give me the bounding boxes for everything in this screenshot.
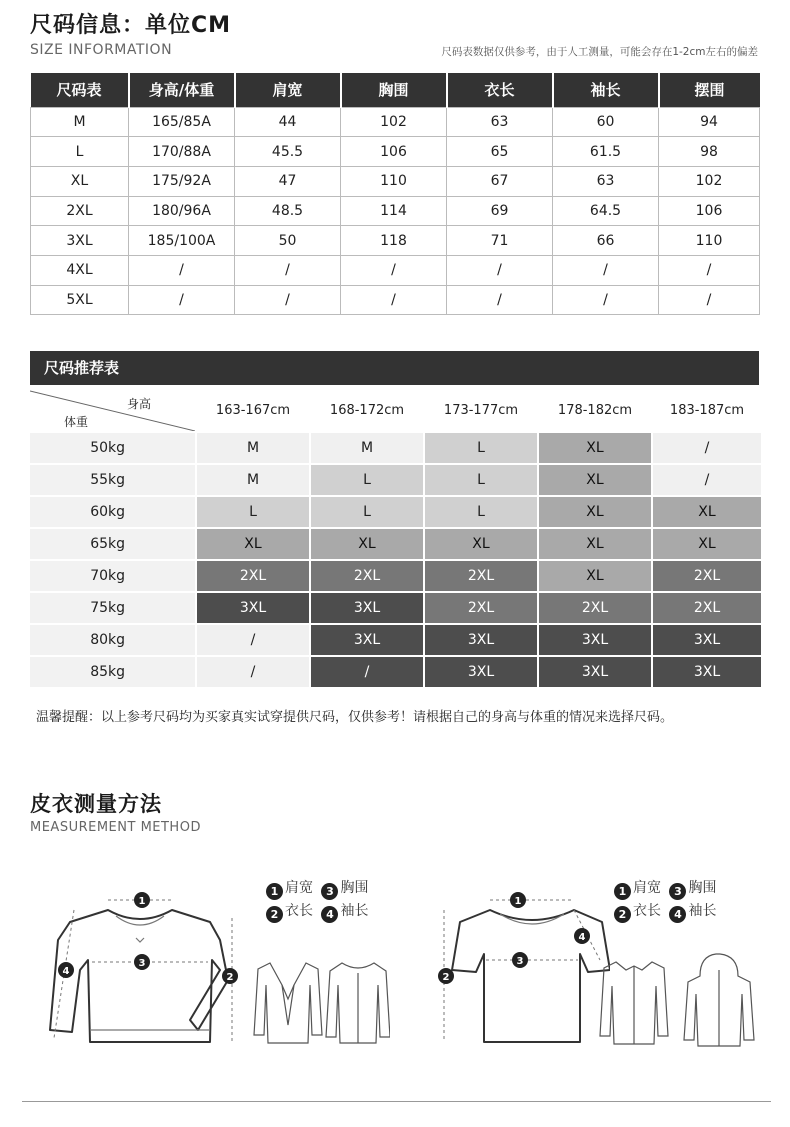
- diagram-num: 2: [226, 972, 234, 983]
- recommend-weight-label: 85kg: [30, 657, 195, 687]
- legend-num: 3: [321, 883, 338, 900]
- size-table-cell: /: [129, 255, 235, 285]
- size-table-cell: 175/92A: [129, 166, 235, 196]
- legend-num: 3: [669, 883, 686, 900]
- legend-label: 袖长: [340, 903, 369, 919]
- size-table-cell: 60: [553, 107, 659, 137]
- size-table-cell: 63: [553, 166, 659, 196]
- recommend-size-cell: 3XL: [653, 657, 761, 687]
- recommend-size-cell: /: [197, 625, 309, 655]
- size-table-header-cell: 尺码表: [31, 73, 129, 107]
- recommend-row: [30, 625, 761, 655]
- size-table-cell: 48.5: [235, 196, 341, 226]
- recommend-size-cell: 3XL: [539, 625, 651, 655]
- size-table-cell: 65: [447, 137, 553, 167]
- recommend-row: [30, 657, 761, 687]
- size-table-cell: 118: [341, 226, 447, 256]
- recommend-height-header: 168-172cm: [311, 389, 423, 431]
- size-table-cell: 110: [659, 226, 760, 256]
- diagram-num: 4: [578, 932, 586, 943]
- size-table-cell: /: [447, 285, 553, 315]
- size-table-cell: 180/96A: [129, 196, 235, 226]
- corner-diagonal: [30, 389, 195, 431]
- reminder-tip: 温馨提醒：以上参考尺码均为买家真实试穿提供尺码，仅供参考！请根据自己的身高与体重的情况来选择尺码。: [36, 710, 674, 725]
- diagram-num: 1: [138, 896, 146, 907]
- size-table-header-cell: 衣长: [447, 73, 553, 107]
- diagram-num: 1: [514, 896, 522, 907]
- size-table-row: [31, 226, 760, 256]
- legend-right: [614, 877, 716, 923]
- recommend-size-cell: L: [425, 433, 537, 463]
- legend-num: 1: [266, 883, 283, 900]
- recommend-size-cell: 3XL: [311, 593, 423, 623]
- recommend-size-cell: XL: [539, 561, 651, 591]
- size-table-header-cell: 肩宽: [235, 73, 341, 107]
- recommend-row: [30, 433, 761, 463]
- recommend-size-cell: 2XL: [653, 561, 761, 591]
- diagram-num: 4: [62, 966, 70, 977]
- size-table-cell: /: [447, 255, 553, 285]
- recommend-weight-label: 50kg: [30, 433, 195, 463]
- size-table-cell: 110: [341, 166, 447, 196]
- recommend-weight-label: 65kg: [30, 529, 195, 559]
- size-table-row: [31, 137, 760, 167]
- recommend-size-cell: L: [311, 465, 423, 495]
- legend-label: 衣长: [633, 903, 661, 919]
- size-table-cell: 45.5: [235, 137, 341, 167]
- recommend-height-header: 178-182cm: [539, 389, 651, 431]
- size-table-cell: 5XL: [31, 285, 129, 315]
- measurement-subtitle: MEASUREMENT METHOD: [30, 820, 201, 835]
- recommend-size-cell: 2XL: [425, 561, 537, 591]
- recommend-size-cell: 3XL: [197, 593, 309, 623]
- recommend-size-cell: 2XL: [425, 593, 537, 623]
- recommend-row: [30, 529, 761, 559]
- recommend-size-cell: XL: [311, 529, 423, 559]
- size-table-cell: 50: [235, 226, 341, 256]
- recommend-row: [30, 593, 761, 623]
- legend-num: 4: [669, 906, 686, 923]
- size-table-cell: 61.5: [553, 137, 659, 167]
- legend-num: 1: [614, 883, 631, 900]
- size-table-row: [31, 166, 760, 196]
- size-table-cell: /: [553, 255, 659, 285]
- size-info-title: 尺码信息：单位CM: [30, 13, 232, 38]
- size-info-subtitle: SIZE INFORMATION: [30, 42, 173, 58]
- recommend-table: [28, 387, 763, 689]
- recommend-height-header: 163-167cm: [197, 389, 309, 431]
- size-table-cell: /: [659, 255, 760, 285]
- size-table-cell: 98: [659, 137, 760, 167]
- size-table-cell: 4XL: [31, 255, 129, 285]
- recommend-height-header: 183-187cm: [653, 389, 761, 431]
- recommend-weight-label: 60kg: [30, 497, 195, 527]
- size-table-cell: 2XL: [31, 196, 129, 226]
- size-table-row: [31, 107, 760, 137]
- size-table-cell: 94: [659, 107, 760, 137]
- diagram-num: 2: [442, 972, 450, 983]
- size-table-cell: 71: [447, 226, 553, 256]
- size-table-cell: /: [341, 255, 447, 285]
- size-table-cell: 106: [659, 196, 760, 226]
- size-table: [30, 73, 760, 315]
- recommend-weight-label: 70kg: [30, 561, 195, 591]
- size-table-cell: M: [31, 107, 129, 137]
- recommend-corner: [30, 389, 195, 431]
- corner-weight-label: 体重: [64, 415, 89, 429]
- recommend-size-cell: M: [197, 465, 309, 495]
- bottom-divider: [22, 1101, 771, 1102]
- size-table-header-cell: 袖长: [553, 73, 659, 107]
- recommend-size-cell: XL: [653, 497, 761, 527]
- size-table-cell: 66: [553, 226, 659, 256]
- size-table-cell: L: [31, 137, 129, 167]
- recommend-size-cell: XL: [539, 465, 651, 495]
- size-table-header-cell: 身高/体重: [129, 73, 235, 107]
- recommend-size-cell: 3XL: [311, 625, 423, 655]
- size-table-header: [31, 73, 760, 107]
- recommend-size-cell: 3XL: [425, 657, 537, 687]
- recommend-size-cell: /: [311, 657, 423, 687]
- size-table-cell: /: [235, 255, 341, 285]
- recommend-size-cell: 2XL: [311, 561, 423, 591]
- short-sleeve-diagram: [430, 880, 610, 1050]
- size-table-cell: 64.5: [553, 196, 659, 226]
- size-table-cell: 102: [659, 166, 760, 196]
- size-table-cell: 47: [235, 166, 341, 196]
- size-table-cell: /: [553, 285, 659, 315]
- recommend-size-cell: /: [197, 657, 309, 687]
- recommend-row: [30, 465, 761, 495]
- recommend-weight-label: 75kg: [30, 593, 195, 623]
- legend-label: 衣长: [285, 903, 313, 919]
- size-table-cell: 114: [341, 196, 447, 226]
- recommend-weight-label: 80kg: [30, 625, 195, 655]
- corner-height-label: 身高: [126, 397, 151, 411]
- recommend-row: [30, 561, 761, 591]
- legend-left: [266, 877, 368, 923]
- size-table-cell: 44: [235, 107, 341, 137]
- size-table-cell: 3XL: [31, 226, 129, 256]
- recommend-size-cell: L: [425, 465, 537, 495]
- size-table-row: [31, 196, 760, 226]
- size-table-cell: 185/100A: [129, 226, 235, 256]
- legend-label: 胸围: [688, 880, 717, 896]
- size-table-cell: 67: [447, 166, 553, 196]
- diagram-num: 3: [516, 956, 524, 967]
- recommend-size-cell: L: [197, 497, 309, 527]
- recommend-size-cell: XL: [539, 433, 651, 463]
- recommend-row: [30, 497, 761, 527]
- recommend-size-cell: XL: [653, 529, 761, 559]
- measurement-note: 尺码表数据仅供参考，由于人工测量，可能会存在1-2cm左右的偏差: [441, 46, 758, 58]
- recommend-size-cell: L: [425, 497, 537, 527]
- legend-num: 4: [321, 906, 338, 923]
- size-table-cell: 69: [447, 196, 553, 226]
- size-table-cell: 102: [341, 107, 447, 137]
- recommend-size-cell: M: [311, 433, 423, 463]
- recommend-title: 尺码推荐表: [30, 351, 759, 385]
- recommend-size-cell: M: [197, 433, 309, 463]
- size-table-row: [31, 255, 760, 285]
- legend-num: 2: [266, 906, 283, 923]
- size-table-cell: XL: [31, 166, 129, 196]
- size-table-row: [31, 285, 760, 315]
- recommend-size-cell: XL: [197, 529, 309, 559]
- jacket-sketches-left: [250, 955, 390, 1050]
- size-table-cell: 170/88A: [129, 137, 235, 167]
- legend-label: 胸围: [340, 880, 369, 896]
- recommend-size-cell: XL: [539, 529, 651, 559]
- recommend-size-cell: 2XL: [197, 561, 309, 591]
- size-table-header-cell: 胸围: [341, 73, 447, 107]
- recommend-size-cell: 3XL: [653, 625, 761, 655]
- size-table-cell: 106: [341, 137, 447, 167]
- shirt-sketches-right: [596, 950, 766, 1050]
- size-table-cell: 165/85A: [129, 107, 235, 137]
- recommend-size-cell: /: [653, 465, 761, 495]
- recommend-size-cell: 3XL: [539, 657, 651, 687]
- size-table-cell: /: [341, 285, 447, 315]
- recommend-size-cell: 2XL: [653, 593, 761, 623]
- recommend-size-cell: L: [311, 497, 423, 527]
- recommend-size-cell: /: [653, 433, 761, 463]
- size-table-cell: /: [235, 285, 341, 315]
- measurement-title: 皮衣测量方法: [30, 792, 162, 816]
- recommend-size-cell: 3XL: [425, 625, 537, 655]
- size-table-cell: /: [129, 285, 235, 315]
- recommend-size-cell: XL: [425, 529, 537, 559]
- recommend-height-header: 173-177cm: [425, 389, 537, 431]
- size-table-header-cell: 摆围: [659, 73, 760, 107]
- size-table-cell: 63: [447, 107, 553, 137]
- legend-label: 肩宽: [285, 880, 313, 896]
- recommend-size-cell: XL: [539, 497, 651, 527]
- legend-num: 2: [614, 906, 631, 923]
- recommend-weight-label: 55kg: [30, 465, 195, 495]
- legend-label: 袖长: [688, 903, 717, 919]
- diagram-num: 3: [138, 958, 146, 969]
- long-sleeve-diagram: [40, 880, 250, 1050]
- legend-label: 肩宽: [633, 880, 661, 896]
- recommend-size-cell: 2XL: [539, 593, 651, 623]
- size-table-cell: /: [659, 285, 760, 315]
